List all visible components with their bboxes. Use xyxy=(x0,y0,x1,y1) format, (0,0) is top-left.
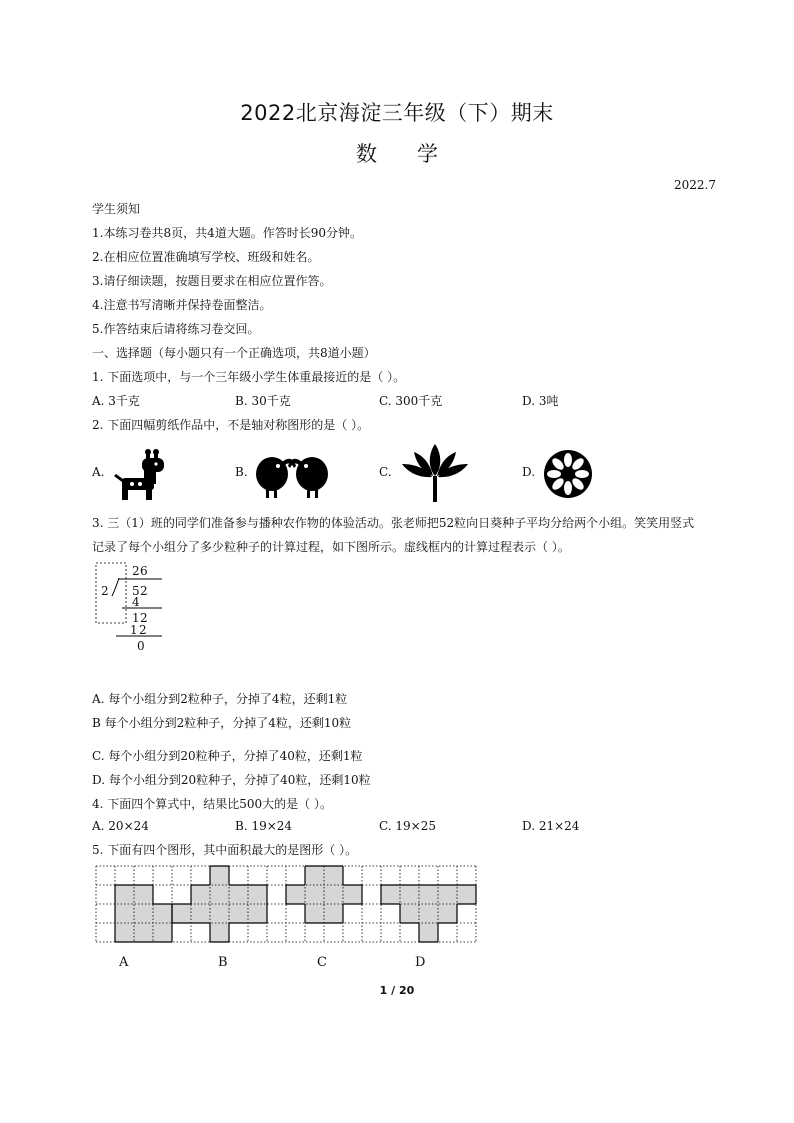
shape-a-cell xyxy=(134,885,153,904)
shape-d-cell xyxy=(419,885,438,904)
q3-option-a: A. 每个小组分到2粒种子，分掉了4粒，还剩1粒 xyxy=(92,692,348,706)
shape-a-cell xyxy=(115,923,134,942)
division-step-2-tens: 1 xyxy=(130,623,138,637)
exam-date: 2022.7 xyxy=(674,178,716,192)
q5-label-a: A xyxy=(119,955,129,970)
question-5-text: 5. 下面有四个图形，其中面积最大的是图形（ ）。 xyxy=(92,843,358,857)
q5-label-b: B xyxy=(218,955,228,970)
shape-d-cell xyxy=(438,904,457,923)
quotient-ones: 6 xyxy=(140,564,148,578)
remainder-ones: 2 xyxy=(140,611,148,625)
q3-option-c: C. 每个小组分到20粒种子，分掉了40粒，还剩1粒 xyxy=(92,749,363,763)
shape-b-cell xyxy=(248,885,267,904)
long-division-diagram xyxy=(92,560,172,656)
notice-item: 5.作答结束后请将练习卷交回。 xyxy=(92,322,260,336)
q4-option-c: C. 19×25 xyxy=(379,819,436,833)
division-step-2-ones: 2 xyxy=(139,623,147,637)
question-3-text-line1: 3. 三（1）班的同学们准备参与播种农作物的体验活动。张老师把52粒向日葵种子平均分给两个小组。笑笑用竖式 xyxy=(92,516,695,530)
shape-d-cell xyxy=(438,885,457,904)
shape-c-cell xyxy=(305,885,324,904)
q3-option-d: D. 每个小组分到20粒种子，分掉了40粒，还剩10粒 xyxy=(92,773,371,787)
section-heading: 一、选择题（每小题只有一个正确选项，共8道小题） xyxy=(92,346,376,360)
remainder-tens: 1 xyxy=(132,611,140,625)
notice-item: 4.注意书写清晰并保持卷面整洁。 xyxy=(92,298,272,312)
dividend-tens: 5 xyxy=(132,584,140,598)
shape-b-cell xyxy=(210,885,229,904)
shape-b-cell xyxy=(210,923,229,942)
question-2-text: 2. 下面四幅剪纸作品中，不是轴对称图形的是（ ）。 xyxy=(92,418,370,432)
shape-b-cell xyxy=(229,885,248,904)
shape-d-cell xyxy=(457,885,476,904)
shape-d-cell xyxy=(400,885,419,904)
shape-b-cell xyxy=(172,904,191,923)
lotus-papercut-icon xyxy=(400,442,470,502)
q4-option-b: B. 19×24 xyxy=(235,819,293,833)
page-number: 1 / 20 xyxy=(379,984,415,997)
notice-item: 3.请仔细读题，按题目要求在相应位置作答。 xyxy=(92,274,332,288)
shape-a-cell xyxy=(115,904,134,923)
shape-a-cell xyxy=(115,885,134,904)
question-3-text-line2: 记录了每个小组分了多少粒种子的计算过程，如下图所示。虚线框内的计算过程表示（ ）。 xyxy=(92,540,570,554)
shape-d-cell xyxy=(419,923,438,942)
shape-c-cell xyxy=(305,904,324,923)
divisor: 2 xyxy=(101,584,109,598)
q5-label-c: C xyxy=(317,955,327,970)
question-4-text: 4. 下面四个算式中，结果比500大的是（ ）。 xyxy=(92,797,332,811)
notice-item: 1.本练习卷共8页，共4道大题。作答时长90分钟。 xyxy=(92,226,362,240)
q2-label-b: B. xyxy=(235,465,248,479)
shape-c-cell xyxy=(343,885,362,904)
q3-option-b: B 每个小组分到2粒种子，分掉了4粒，还剩10粒 xyxy=(92,716,352,730)
q1-option-a: A. 3千克 xyxy=(92,394,140,408)
shape-b-cell xyxy=(229,904,248,923)
shape-a-cell xyxy=(134,923,153,942)
q5-label-d: D xyxy=(415,955,426,970)
question-1-text: 1. 下面选项中，与一个三年级小学生体重最接近的是（ ）。 xyxy=(92,370,406,384)
shape-d-cell xyxy=(381,885,400,904)
shape-a-cell xyxy=(134,904,153,923)
shape-c-cell xyxy=(324,866,343,885)
dividend-ones: 2 xyxy=(140,584,148,598)
shape-a-cell xyxy=(153,923,172,942)
shape-b-cell xyxy=(210,866,229,885)
shape-d-cell xyxy=(400,904,419,923)
shape-c-cell xyxy=(324,904,343,923)
area-grid-figure xyxy=(96,866,476,946)
shape-b-cell xyxy=(210,904,229,923)
q2-label-c: C. xyxy=(379,465,392,479)
division-step-1: 4 xyxy=(132,595,140,609)
shape-b-cell xyxy=(191,904,210,923)
subject-title: 数学 xyxy=(356,142,478,166)
q2-label-d: D. xyxy=(522,465,536,479)
shape-c-cell xyxy=(305,866,324,885)
shape-c-cell xyxy=(324,885,343,904)
shape-b-cell xyxy=(248,904,267,923)
q1-option-b: B. 30千克 xyxy=(235,394,291,408)
shape-b-cell xyxy=(191,885,210,904)
q4-option-a: A. 20×24 xyxy=(92,819,149,833)
giraffe-papercut-icon xyxy=(112,448,168,500)
q1-option-d: D. 3吨 xyxy=(522,394,559,408)
page-title: 2022北京海淀三年级（下）期末 xyxy=(240,101,554,125)
shape-a-cell xyxy=(153,904,172,923)
q4-option-d: D. 21×24 xyxy=(522,819,580,833)
shape-c-cell xyxy=(286,885,305,904)
notice-heading: 学生须知 xyxy=(92,202,141,216)
shape-d-cell xyxy=(419,904,438,923)
two-birds-papercut-icon xyxy=(254,448,330,500)
notice-item: 2.在相应位置准确填写学校、班级和姓名。 xyxy=(92,250,320,264)
q2-label-a: A. xyxy=(92,465,105,479)
flower-papercut-icon xyxy=(542,448,594,500)
division-final: 0 xyxy=(137,639,145,653)
quotient-tens: 2 xyxy=(132,564,140,578)
q1-option-c: C. 300千克 xyxy=(379,394,443,408)
